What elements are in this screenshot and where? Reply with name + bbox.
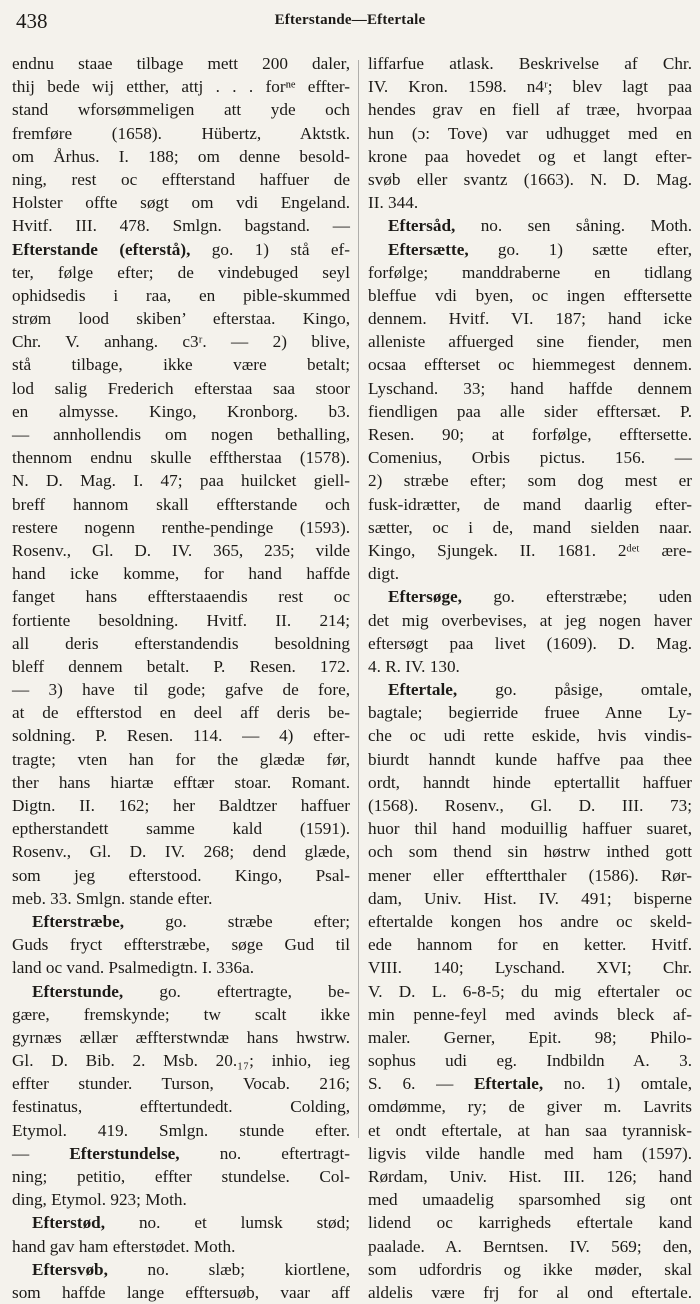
text-line (368, 1072, 692, 1095)
text-line (368, 817, 692, 840)
line-text: ter, følge efter; de vindebuged seyl (12, 262, 350, 282)
text-line (12, 1072, 350, 1095)
line-text: Rosenv., Gl. D. IV. 365, 235; vilde (12, 540, 350, 560)
line-text: ning, rest oc effterstand haffuer de (12, 169, 350, 189)
text-line (12, 887, 350, 910)
text-line (368, 794, 692, 817)
text-line (368, 191, 692, 214)
line-text: V. D. L. 6-8-5; du mig eftertaler oc (368, 981, 692, 1001)
text-line (368, 956, 692, 979)
line-text: eftersøgt paa livet (1609). D. Mag. (368, 633, 692, 653)
page-header (16, 9, 684, 33)
text-line (368, 52, 692, 75)
line-text: och som thend sin høstrw inthed gott (368, 842, 692, 862)
line-text: tragte; vten han for the glædæ før, (12, 749, 350, 769)
line-text: no. eftertragt- (179, 1143, 351, 1163)
line-text: bagtale; begierride fruee Anne Ly- (368, 703, 692, 723)
text-line (368, 98, 692, 121)
text-line (12, 400, 350, 423)
text-line (368, 238, 692, 261)
line-text: hendes grav en fiell af træe, hvorpaa (368, 100, 692, 120)
line-text: S. 6. — (368, 1074, 474, 1094)
entry-headword: Eftersåd, (388, 216, 456, 236)
text-line (368, 1026, 692, 1049)
text-line (12, 122, 350, 145)
line-text: huor thil hand moduillig haffuer suaret, (368, 819, 692, 839)
text-line (368, 1188, 692, 1211)
line-text: N. D. Mag. I. 47; paa huilcket giell- (12, 471, 350, 491)
line-text: — (12, 1143, 70, 1163)
line-text: hand gav ham efterstødet. Moth. (12, 1236, 236, 1256)
line-text: sætter, oc i de, mand sielden naar. (368, 517, 692, 537)
text-line (12, 1119, 350, 1142)
line-text: Holster offte søgt om vdi Engeland. (12, 193, 350, 213)
line-text: krone paa hovedet og et langt efter- (368, 146, 692, 166)
text-line (368, 284, 692, 307)
text-line (368, 330, 692, 353)
line-text: som haffde lange efftersuøb, vaar aff (12, 1282, 350, 1302)
line-text: svøb eller svantz (1663). N. D. Mag. (368, 169, 692, 189)
line-text: fortiente besoldning. Hvitf. II. 214; (12, 610, 350, 630)
text-line (12, 1281, 350, 1304)
line-text: Guds fryct effterstræbe, søge Gud til (12, 935, 350, 955)
text-line (368, 748, 692, 771)
line-text: all deris efterstandendis besoldning (12, 633, 350, 653)
line-text: Hvitf. III. 478. Smlgn. bagstand. — (12, 216, 350, 236)
line-text: Comenius, Orbis pictus. 156. — (368, 448, 692, 468)
line-text: alleniste affuerged sine fiender, men (368, 332, 692, 352)
text-line (12, 609, 350, 632)
text-line (368, 214, 692, 237)
line-text: lidend oc karrigheds eftertale kand (368, 1213, 692, 1233)
line-text: eftertalde kongen hos andre oc skeld- (368, 911, 692, 931)
text-line (12, 956, 350, 979)
text-line (368, 585, 692, 608)
line-text: lod salig Frederich efterstaa saa stoor (12, 378, 350, 398)
text-line (368, 446, 692, 469)
text-line (12, 933, 350, 956)
text-line (12, 655, 350, 678)
line-text: fusk-idrætter, de mand daarlig efter- (368, 494, 692, 514)
text-line (12, 238, 350, 261)
line-text: digt. (368, 564, 400, 584)
line-text: fremføre (1658). Hübertz, Aktstk. (12, 123, 350, 143)
line-text: maler. Gerner, Epit. 98; Philo- (368, 1027, 692, 1047)
text-line (368, 933, 692, 956)
text-line (368, 516, 692, 539)
line-text: som jeg efterstood. Kingo, Psal- (12, 865, 350, 885)
text-line (12, 1235, 350, 1258)
line-text: thij bede wij etther, attj . . . forⁿᵉ effter- (12, 77, 350, 97)
text-line (12, 771, 350, 794)
line-text: liffarfue atlask. Beskrivelse af Chr. (368, 54, 692, 73)
text-line (12, 145, 350, 168)
text-line (12, 1026, 350, 1049)
text-line (368, 469, 692, 492)
line-text: Gl. D. Bib. 2. Msb. 20.₁₇; inhio, ieg (12, 1051, 350, 1071)
text-line (368, 353, 692, 376)
line-text: no. sen såning. Moth. (455, 216, 692, 236)
text-line (368, 1142, 692, 1165)
text-line (368, 1003, 692, 1026)
text-line (368, 75, 692, 98)
line-text: thennom endnu skulle efftherstaa (1578). (12, 448, 350, 468)
text-line (368, 887, 692, 910)
text-line (12, 1165, 350, 1188)
text-line (368, 307, 692, 330)
text-line (12, 910, 350, 933)
line-text: no. et lumsk stød; (105, 1213, 350, 1233)
text-line (368, 1119, 692, 1142)
line-text: strøm lood skiben’ efterstaa. Kingo, (12, 309, 350, 329)
line-text: IV. Kron. 1598. n4ʳ; blev lagt paa (368, 77, 692, 97)
line-text: go. efterstræbe; uden (461, 587, 692, 607)
text-line (368, 655, 692, 678)
entry-headword: Eftersvøb, (32, 1259, 108, 1279)
text-line (12, 701, 350, 724)
line-text: med umaadelig sparsomhed sig ont (368, 1190, 692, 1210)
line-text: Rørdam, Univ. Hist. III. 126; hand (368, 1167, 692, 1186)
line-text: om Århus. I. 188; om denne besold- (12, 146, 350, 166)
line-text: Rosenv., Gl. D. IV. 268; dend glæde, (12, 842, 350, 862)
text-line (12, 632, 350, 655)
line-text: gære, fremskynde; tw scalt ikke (12, 1004, 350, 1024)
text-line (368, 1049, 692, 1072)
text-line (12, 1142, 350, 1165)
line-text: dam, Univ. Hist. IV. 491; bisperne (368, 888, 692, 908)
line-text: det mig overbevises, at jeg nogen haver (368, 610, 692, 630)
text-line (368, 1211, 692, 1234)
text-line (368, 840, 692, 863)
line-text: gyrnæs ællær æffterstwndæ hans hwstrw. (12, 1027, 350, 1047)
line-text: ligvis vilde handle med ham (1597). (368, 1143, 692, 1163)
text-line (12, 330, 350, 353)
left-column (12, 52, 350, 1304)
line-text: festinatus, efftertundedt. Colding, (12, 1097, 350, 1117)
line-text: paalade. A. Berntsen. IV. 569; den, (368, 1236, 692, 1256)
text-line (12, 1258, 350, 1281)
text-line (12, 817, 350, 840)
line-text: effter stunder. Turson, Vocab. 216; (12, 1074, 350, 1094)
running-head: Efterstande—Eftertale (274, 12, 426, 28)
line-text: min penne-feyl med avinds bleck af- (368, 1004, 692, 1024)
line-text: go. stræbe efter; (124, 911, 350, 931)
text-line (12, 98, 350, 121)
line-text: no. slæb; kiortlene, (107, 1259, 350, 1279)
text-line (12, 52, 350, 75)
text-line (12, 516, 350, 539)
text-line (368, 910, 692, 933)
line-text: at de effterstod en deel aff deris be- (12, 703, 350, 723)
text-line (12, 261, 350, 284)
line-text: eptherstandett samme kald (1591). (12, 819, 350, 839)
line-text: VIII. 140; Lyschand. XVI; Chr. (368, 958, 692, 978)
line-text: Resen. 90; at forfølge, efftersette. (368, 425, 692, 444)
text-line (368, 701, 692, 724)
text-line (368, 771, 692, 794)
line-text: land oc vand. Psalmedigtn. I. 336a. (12, 958, 255, 978)
line-text: go. 1) stå ef- (190, 239, 350, 259)
text-line (12, 840, 350, 863)
entry-headword: Efterstunde, (32, 981, 124, 1001)
text-line (12, 469, 350, 492)
text-line (368, 678, 692, 701)
text-line (12, 191, 350, 214)
text-line (368, 864, 692, 887)
entry-headword: Efterstræbe, (32, 911, 125, 931)
text-line (368, 493, 692, 516)
right-column (368, 52, 692, 1304)
line-text: hand icke komme, for hand haffde (12, 564, 350, 584)
text-line (368, 1258, 692, 1281)
line-text: ocsaa effterset oc hiemmegest dennem. (368, 355, 692, 375)
text-line (12, 75, 350, 98)
line-text: — annhollendis om nogen bethalling, (12, 425, 350, 444)
text-line (368, 632, 692, 655)
line-text: Chr. V. anhang. c3ʳ. — 2) blive, (12, 332, 350, 352)
text-line (12, 864, 350, 887)
entry-headword: Eftersætte, (388, 239, 469, 259)
line-text: soldning. P. Resen. 114. — 4) efter- (12, 726, 350, 746)
text-line (368, 1165, 692, 1188)
entry-headword: Efterstundelse, (69, 1143, 180, 1163)
text-line (12, 1211, 350, 1234)
entry-headword: Efterstande (efterstå), (12, 239, 191, 259)
line-text: mener eller efftertthaler (1586). Rør- (368, 865, 692, 885)
entry-headword: Eftersøge, (388, 587, 462, 607)
text-line (12, 1188, 350, 1211)
text-line (368, 1235, 692, 1258)
line-text: en almysse. Kingo, Kronborg. b3. (12, 401, 350, 421)
line-text: go. påsige, omtale, (457, 680, 692, 700)
line-text: 2) stræbe efter; som dog mest er (368, 471, 692, 491)
line-text: stand wforsømmeligen att yde och (12, 100, 350, 120)
line-text: ning; petitio, effter stundelse. Col- (12, 1167, 350, 1186)
text-line (368, 122, 692, 145)
line-text: che oc udi rette eskide, hvis vindis- (368, 726, 692, 746)
text-line (12, 353, 350, 376)
line-text: omdømme, ry; de giver m. Lavrits (368, 1097, 692, 1117)
line-text: Digtn. II. 162; her Baldtzer haffuer (12, 796, 350, 815)
line-text: Lyschand. 33; hand haffde dennem (368, 378, 692, 398)
text-line (368, 400, 692, 423)
entry-headword: Eftertale, (473, 1074, 544, 1094)
text-line (12, 493, 350, 516)
line-text: bleffue vdi byen, oc ingen efftersette (368, 285, 692, 305)
text-line (368, 423, 692, 446)
text-line (368, 377, 692, 400)
line-text: ordt, hanndt hinde eptertallit haffuer (368, 772, 692, 792)
text-line (368, 539, 692, 562)
text-line (12, 562, 350, 585)
line-text: 4. R. IV. 130. (368, 656, 460, 676)
column-divider (358, 60, 359, 1138)
text-line (12, 1095, 350, 1118)
text-line (12, 446, 350, 469)
text-line (12, 168, 350, 191)
line-text: aldelis være frj for al ond eftertale. (368, 1282, 692, 1302)
text-line (12, 377, 350, 400)
text-line (12, 307, 350, 330)
line-text: fanget hans effterstaaendis rest oc (12, 587, 350, 607)
line-text: som udfordris og ikke møder, skal (368, 1259, 692, 1279)
text-line (368, 1281, 692, 1304)
text-line (12, 539, 350, 562)
text-line (12, 284, 350, 307)
line-text: meb. 33. Smlgn. stande efter. (12, 888, 213, 908)
line-text: breff hannom skall effterstande och (12, 494, 350, 514)
text-line (368, 168, 692, 191)
line-text: forfølge; manddraberne en tidlang (368, 262, 692, 282)
text-line (12, 794, 350, 817)
text-line (12, 585, 350, 608)
text-line (368, 724, 692, 747)
line-text: fiendligen paa alle sider efftersæt. P. (368, 401, 692, 421)
page-number: 438 (16, 9, 48, 33)
text-line (368, 261, 692, 284)
text-line (368, 562, 692, 585)
line-text: stå tilbage, ikke være betalt; (12, 355, 350, 375)
text-line (12, 724, 350, 747)
entry-headword: Efterstød, (32, 1213, 106, 1233)
line-text: restere nogenn renthe-pendinge (1593). (12, 517, 350, 537)
line-text: biurdt hanndt kunde haffve paa thee (368, 749, 692, 769)
line-text: — 3) have til gode; gafve de fore, (12, 680, 350, 700)
text-line (12, 980, 350, 1003)
text-line (368, 145, 692, 168)
text-line (12, 214, 350, 237)
line-text: II. 344. (368, 193, 419, 213)
line-text: Kingo, Sjungek. II. 1681. 2ᵈᵉᵗ ære- (368, 540, 692, 560)
line-text: ding, Etymol. 923; Moth. (12, 1190, 187, 1210)
line-text: (1568). Rosenv., Gl. D. III. 73; (368, 796, 692, 815)
line-text: ede hannom for en ketter. Hvitf. (368, 935, 692, 955)
text-line (12, 748, 350, 771)
text-line (12, 1003, 350, 1026)
line-text: no. 1) omtale, (543, 1074, 692, 1094)
text-line (368, 609, 692, 632)
line-text: sophus udi eg. Indbildn A. 3. (368, 1051, 692, 1071)
line-text: bleff dennem betalt. P. Resen. 172. (12, 656, 350, 676)
text-line (368, 1095, 692, 1118)
line-text: ther hans hiartæ efftær stoar. Romant. (12, 772, 350, 792)
text-line (12, 423, 350, 446)
line-text: Etymol. 419. Smlgn. stunde efter. (12, 1120, 350, 1140)
line-text: endnu staae tilbage mett 200 daler, (12, 54, 350, 73)
text-line (368, 980, 692, 1003)
line-text: go. eftertragte, be- (123, 981, 350, 1001)
text-line (12, 678, 350, 701)
line-text: hun (ɔ: Tove) var udhugget med en (368, 123, 692, 143)
line-text: et ondt eftertale, at han saa tyrannisk- (368, 1120, 692, 1140)
line-text: dennem. Hvitf. VI. 187; hand icke (368, 309, 692, 329)
line-text: go. 1) sætte efter, (468, 239, 692, 259)
line-text: ophidsedis i raa, en pible-skummed (12, 285, 350, 305)
entry-headword: Eftertale, (388, 680, 458, 700)
text-line (12, 1049, 350, 1072)
